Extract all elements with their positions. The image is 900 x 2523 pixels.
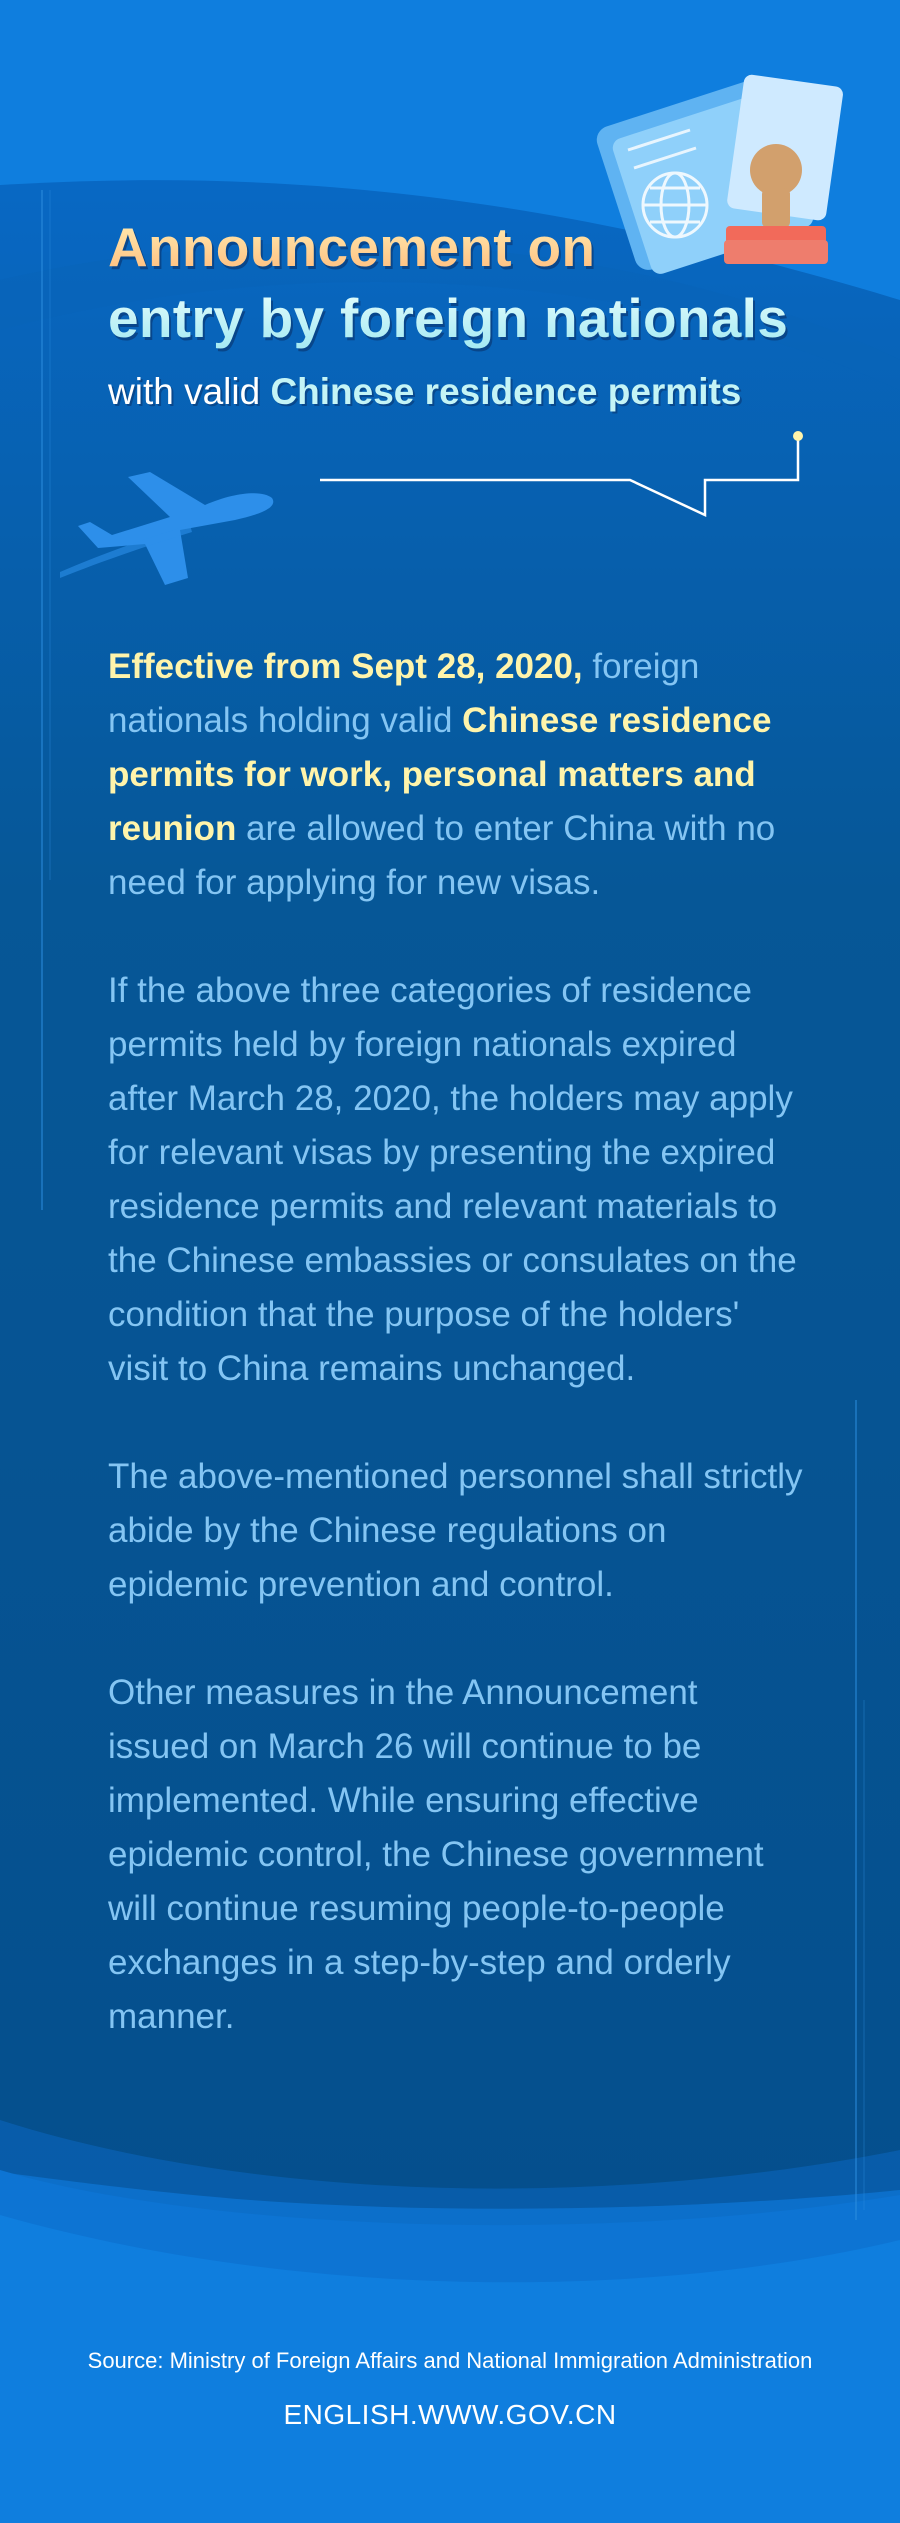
title-line-3-highlight: Chinese residence permits (270, 371, 742, 412)
site-url: ENGLISH.WWW.GOV.CN (283, 2399, 617, 2430)
title-line-1: Announcement on (108, 212, 595, 282)
title-line-3 (108, 368, 741, 416)
paragraph-expired-permits: If the above three categories of residence permits held by foreign nationals expired after March 28, 2020, the holders may apply for relevant visas by presenting the expired residence permits and relevant materials to the Chinese embassies or consulates on the condition that the purpose of the holders' visit to China remains unchanged. (108, 971, 797, 1388)
title-line-3-prefix: with valid (108, 371, 271, 412)
title-line-2: entry by foreign nationals (108, 283, 788, 353)
paragraph-text: foreign nationals holding valid (108, 647, 700, 740)
announcement-body (108, 640, 808, 2098)
permit-types-highlight: Chinese residence permits for work, personal matters and reunion (108, 701, 772, 848)
speech-dot (793, 431, 803, 441)
paragraph-other-measures: Other measures in the Announcement issued on March 26 will continue to be implemented. While ensuring effective epidemic control, the Chinese government will continue resuming people-to-people exchanges in a step-by-step and orderly manner. (108, 1673, 764, 2036)
paragraph-regulations: The above-mentioned personnel shall strictly abide by the Chinese regulations on epidemic prevention and control. (108, 1457, 803, 1604)
paragraph-text: are allowed to enter China with no need for applying for new visas. (108, 809, 776, 902)
effective-date-highlight: Effective from Sept 28, 2020, (108, 647, 583, 686)
source-credit: Source: Ministry of Foreign Affairs and National Immigration Administration (87, 2348, 813, 2373)
speech-line (320, 440, 798, 515)
paragraph-effective-date (108, 640, 808, 910)
airplane-icon (60, 472, 273, 585)
